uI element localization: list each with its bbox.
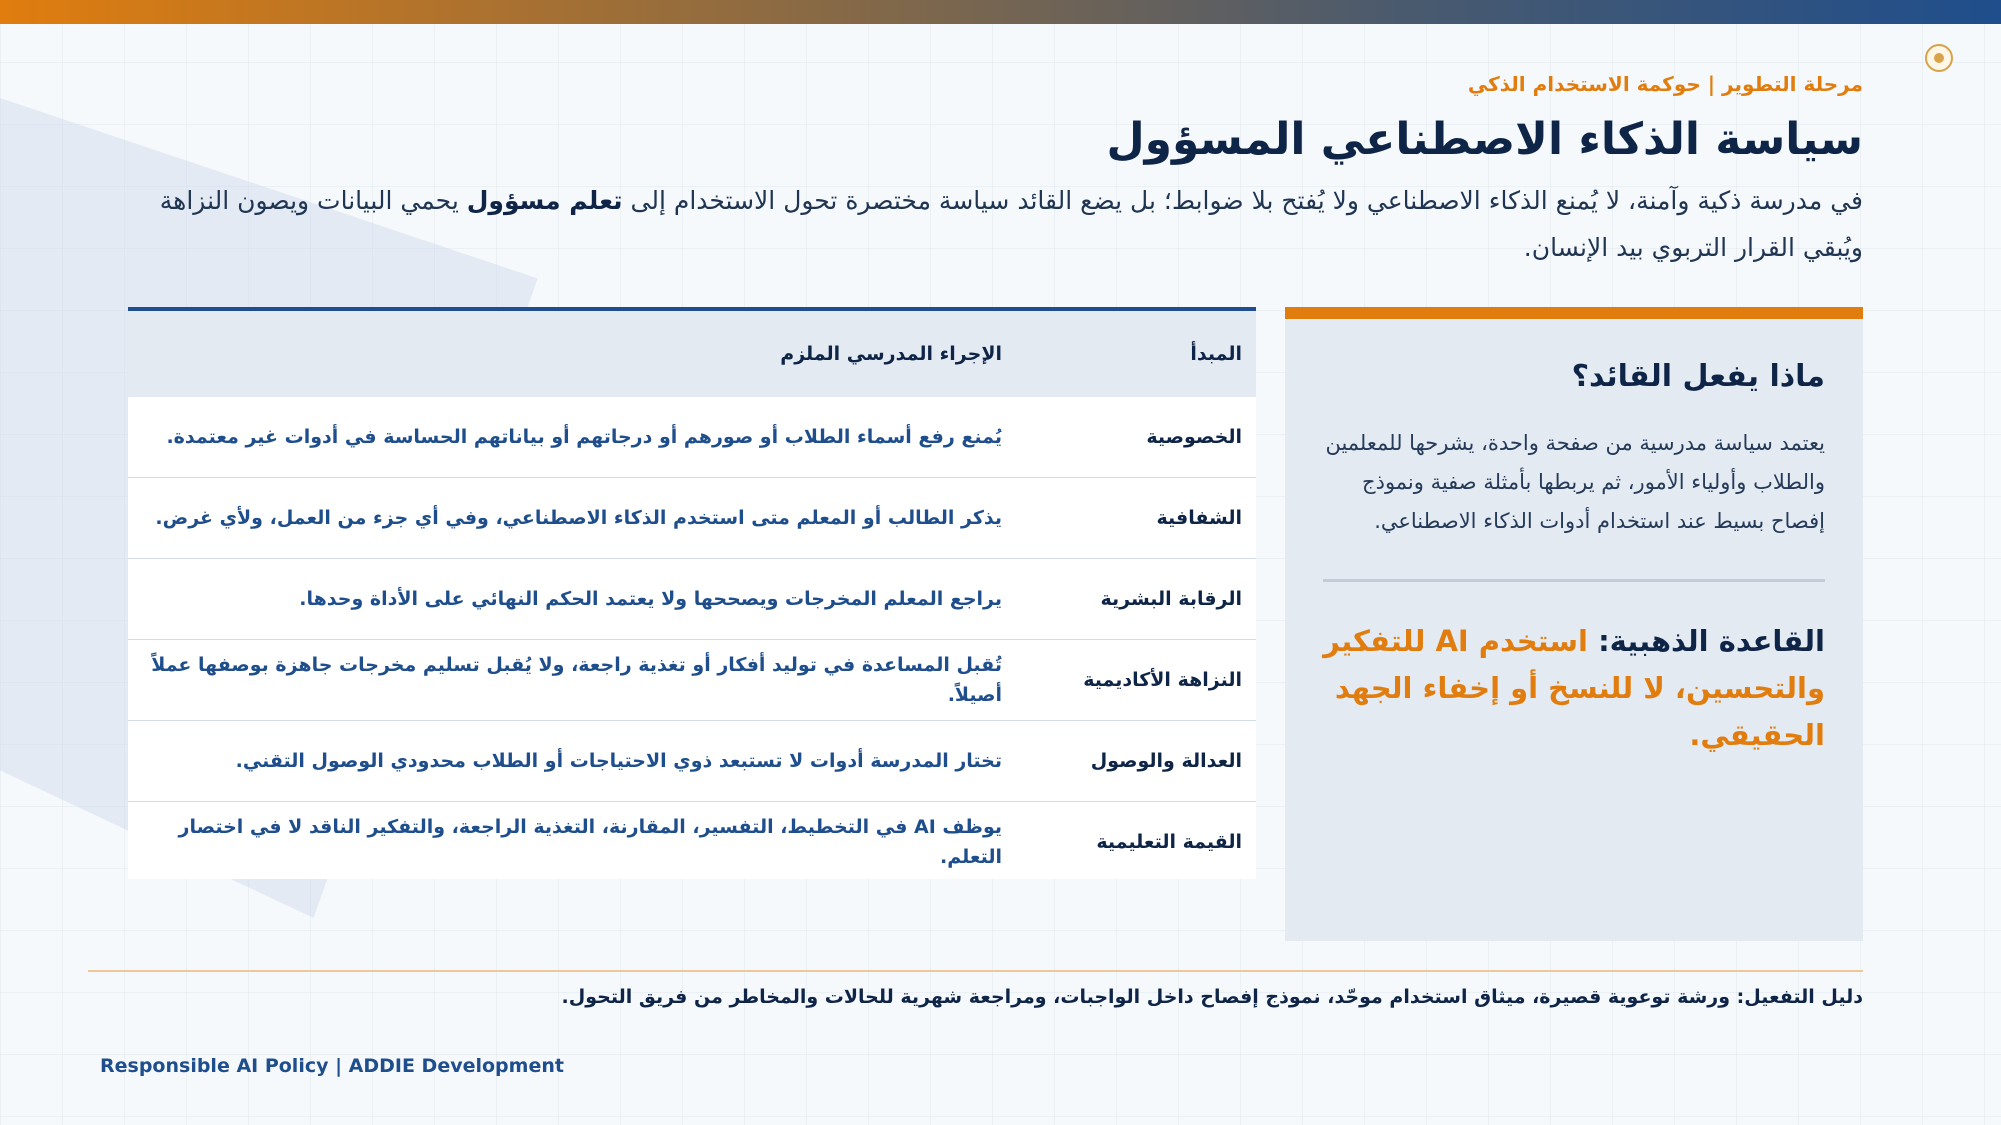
table-row — [128, 559, 1256, 640]
table-header-row — [128, 311, 1256, 397]
footer-divider — [88, 970, 1863, 972]
leader-card — [1285, 307, 1863, 941]
action-cell: تختار المدرسة أدوات لا تستبعد ذوي الاحتياجات أو الطلاب محدودي الوصول التقني. — [128, 721, 1016, 802]
school-seal-icon — [1925, 44, 1953, 72]
principle-cell: الرقابة البشرية — [1016, 559, 1256, 640]
header-action: الإجراء المدرسي الملزم — [128, 311, 1016, 397]
principle-cell: القيمة التعليمية — [1096, 831, 1242, 853]
intro-highlight: تعلم مسؤول — [466, 186, 623, 215]
action-cell: يراجع المعلم المخرجات ويصححها ولا يعتمد الحكم النهائي على الأداة وحدها. — [128, 559, 1016, 640]
golden-rule-text: استخدم AI للتفكير والتحسين، لا للنسخ أو إخفاء الجهد الحقيقي. — [1323, 624, 1825, 752]
leader-card-text: يعتمد سياسة مدرسية من صفحة واحدة، يشرحها للمعلمين والطلاب وأولياء الأمور، ثم يربطها بأمثلة صفية ونموذج إفصاح بسيط عند استخدام أدوات الذكاء الاصطناعي. — [1325, 431, 1825, 533]
page-title: سياسة الذكاء الاصطناعي المسؤول — [1106, 114, 1863, 165]
action-cell: يذكر الطالب أو المعلم متى استخدم الذكاء الاصطناعي، وفي أي جزء من العمل، ولأي غرض. — [128, 478, 1016, 559]
action-cell: يُمنع رفع أسماء الطلاب أو صورهم أو درجاتهم أو بياناتهم الحساسة في أدوات غير معتمدة. — [128, 397, 1016, 478]
golden-rule-label: القاعدة الذهبية: — [1598, 624, 1825, 658]
activation-guide: دليل التفعيل: ورشة توعوية قصيرة، ميثاق استخدام موحّد، نموذج إفصاح داخل الواجبات، ومراجعة شهرية للحالات والمخاطر من فريق التحول. — [561, 986, 1863, 1008]
top-gradient-bar — [0, 0, 2001, 24]
principle-cell: الشفافية — [1016, 478, 1256, 559]
principle-cell: العدالة والوصول — [1016, 721, 1256, 802]
intro-text-start: في مدرسة ذكية وآمنة، لا يُمنع الذكاء الاصطناعي ولا يُفتح بلا ضوابط؛ بل يضع القائد سياسة مختصرة تحول الاستخدام إلى — [622, 186, 1863, 215]
table-row — [128, 397, 1256, 478]
principle-cell: النزاهة الأكاديمية — [1016, 640, 1256, 721]
principle-cell: الخصوصية — [1016, 397, 1256, 478]
golden-rule — [1323, 618, 1825, 759]
policy-table — [128, 307, 1256, 879]
header-principle: المبدأ — [1016, 311, 1256, 397]
action-cell: يوظف AI في التخطيط، التفسير، المقارنة، التغذية الراجعة، والتفكير الناقد لا في اختصار التعلم. — [178, 816, 1002, 868]
intro-text-end: يحمي البيانات ويصون النزاهة ويُبقي القرار التربوي بيد الإنسان. — [159, 186, 1863, 262]
card-divider — [1323, 579, 1825, 582]
phase-kicker: مرحلة التطوير | حوكمة الاستخدام الذكي — [1467, 72, 1863, 96]
table-row — [128, 721, 1256, 802]
table-row — [128, 802, 1256, 883]
footer-brand: Responsible AI Policy | ADDIE Development — [100, 1055, 564, 1077]
table-row — [128, 478, 1256, 559]
header — [113, 72, 1863, 271]
intro-paragraph — [113, 177, 1863, 271]
table-row — [128, 640, 1256, 721]
leader-card-title: ماذا يفعل القائد؟ — [1571, 359, 1825, 394]
action-cell: تُقبل المساعدة في توليد أفكار أو تغذية راجعة، ولا يُقبل تسليم مخرجات جاهزة بوصفها عملاً أصيلاً. — [128, 640, 1016, 721]
